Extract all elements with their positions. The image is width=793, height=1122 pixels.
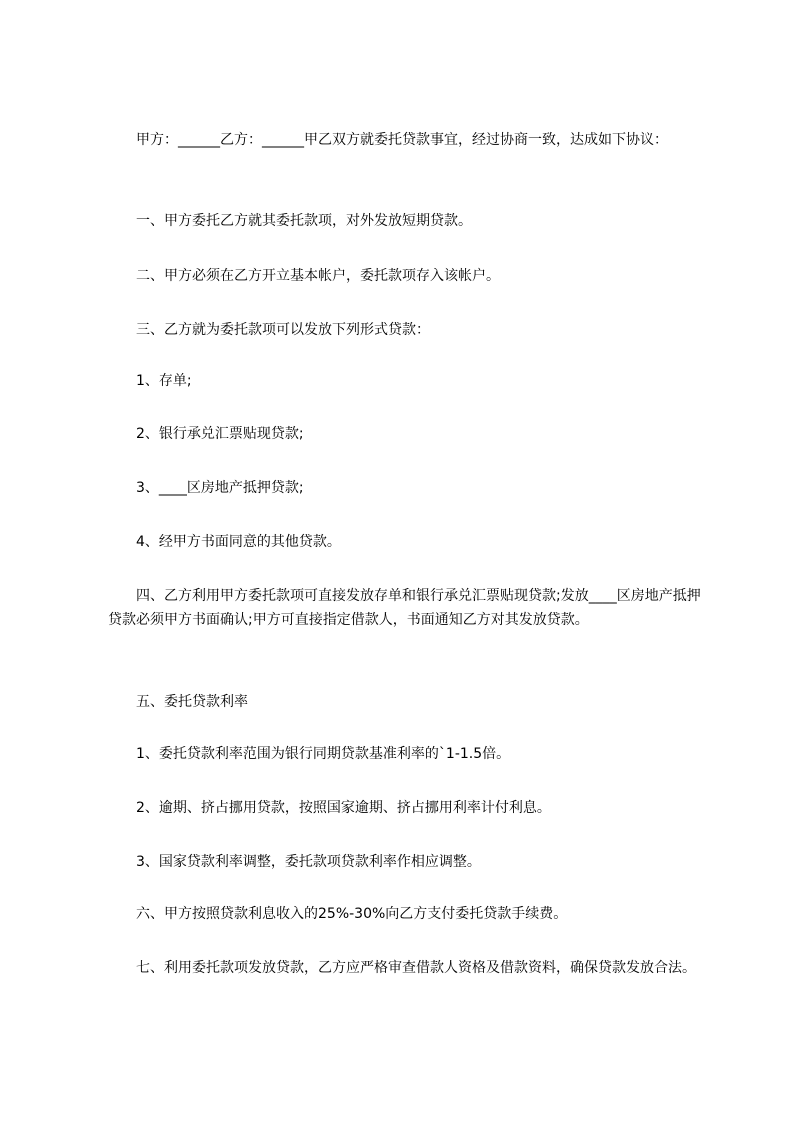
clause-2-paragraph: 二、甲方必须在乙方开立基本帐户，委托款项存入该帐户。 (108, 268, 500, 284)
clause-3-item-2: 2、银行承兑汇票贴现贷款; (108, 426, 304, 442)
clause-3-paragraph: 三、乙方就为委托款项可以发放下列形式贷款： (108, 322, 430, 338)
clause-7-paragraph: 七、利用委托款项发放贷款，乙方应严格审查借款人资格及借款资料，确保贷款发放合法。 (108, 960, 696, 976)
clause-3-item-1: 1、存单; (108, 373, 192, 389)
clause-5-item-2: 2、逾期、挤占挪用贷款，按照国家逾期、挤占挪用利率计付利息。 (108, 800, 551, 816)
clause-3-item-3: 3、____区房地产抵押贷款; (108, 480, 304, 496)
clause-5-heading: 五、委托贷款利率 (108, 694, 248, 710)
clause-5-item-1: 1、委托贷款利率范围为银行同期贷款基准利率的`1-1.5倍。 (108, 746, 511, 762)
clause-5-item-3: 3、国家贷款利率调整，委托款项贷款利率作相应调整。 (108, 854, 481, 870)
clause-6-paragraph: 六、甲方按照贷款利息收入的25%-30%向乙方支付委托贷款手续费。 (108, 906, 568, 922)
clause-1-paragraph: 一、甲方委托乙方就其委托款项，对外发放短期贷款。 (108, 213, 472, 229)
preamble-paragraph: 甲方：______乙方：______甲乙双方就委托贷款事宜，经过协商一致，达成如下协议： (108, 132, 668, 148)
clause-3-item-4: 4、经甲方书面同意的其他贷款。 (108, 534, 341, 550)
clause-4-paragraph: 四、乙方利用甲方委托款项可直接发放存单和银行承兑汇票贴现贷款;发放____区房地产抵押贷款必须甲方书面确认;甲方可直接指定借款人，书面通知乙方对其发放贷款。 (108, 588, 701, 628)
